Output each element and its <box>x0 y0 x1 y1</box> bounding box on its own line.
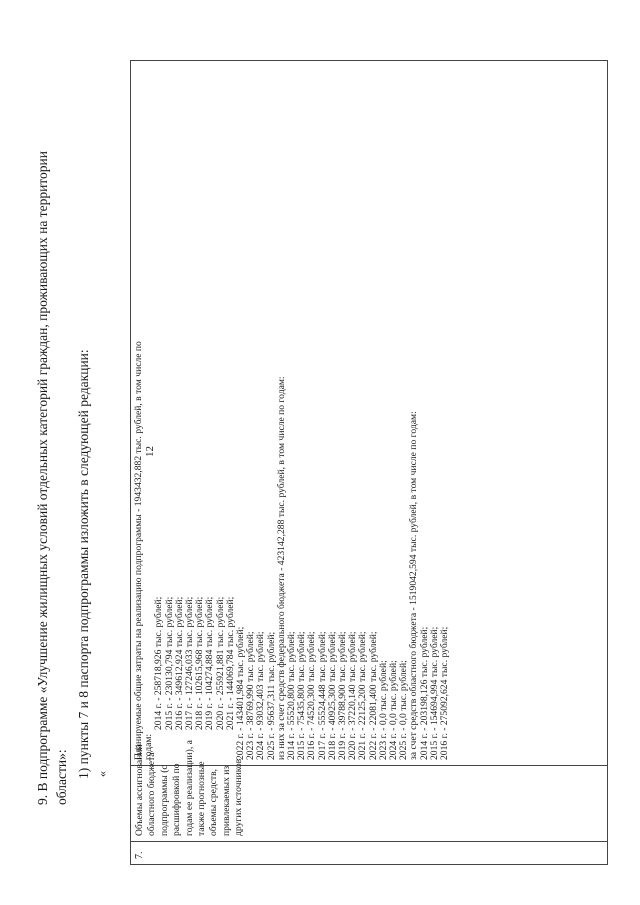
federal-year-line: 2023 г. - 0,0 тыс. рублей; <box>377 660 389 760</box>
federal-year-line: 2017 г. - 55524,448 тыс. рублей; <box>316 631 328 760</box>
total-year-line: 2019 г. - 104274,884 тыс. рублей; <box>204 596 216 730</box>
federal-year-line: 2018 г. - 40925,300 тыс. рублей; <box>326 631 338 760</box>
federal-year-line: 2015 г. - 75435,800 тыс. рублей; <box>296 631 308 760</box>
intro-line-2: области»: <box>54 749 69 805</box>
label-line: объемы средств, <box>208 768 220 836</box>
total-intro: Планируемые общие затраты на реализацию подпрограммы - 1943432,882 тыс. рублей, в том числе по <box>133 341 144 760</box>
federal-year-line: 2021 г. - 22125,200 тыс. рублей; <box>357 631 369 760</box>
label-line: годам ее реализации), а <box>183 740 195 836</box>
label-line: расшифровкой по <box>171 763 183 836</box>
total-intro-cont: годам: <box>143 733 155 760</box>
passport-table <box>130 60 608 865</box>
opening-quote: « <box>95 771 109 777</box>
regional-intro: за счет средств областного бюджета - 1519042,594 тыс. рублей, в том числе по годам: <box>408 411 420 760</box>
column-divider <box>131 841 607 842</box>
total-year-line: 2021 г. - 144069,784 тыс. рублей; <box>224 596 236 730</box>
total-year-line: 2017 г. - 127246,033 тыс. рублей; <box>184 596 196 730</box>
page-number: 12 <box>144 446 156 457</box>
label-line: привлекаемых из <box>220 765 232 836</box>
federal-year-line: 2024 г. - 0,0 тыс. рублей; <box>388 660 400 760</box>
total-year-line: 2018 г. - 102615,968 тыс. рублей; <box>194 596 206 730</box>
regional-year-line: 2015 г. - 154694,994 тыс. рублей; <box>428 626 440 760</box>
label-line: других источников <box>233 758 245 836</box>
total-year-line: 2023 г. - 38769,990 тыс. рублей; <box>245 631 257 760</box>
total-year-line: 2024 г. - 93032,403 тыс. рублей; <box>255 631 267 760</box>
federal-year-line: 2019 г. - 39788,900 тыс. рублей; <box>337 631 349 760</box>
total-year-line: 2025 г. - 95637,311 тыс. рублей; <box>265 631 277 760</box>
total-year-line: 2014 г. - 258718,926 тыс. рублей; <box>153 596 165 730</box>
total-year-line: 2016 г. - 349612,924 тыс. рублей; <box>173 596 185 730</box>
federal-year-line: 2014 г. - 55520,800 тыс. рублей; <box>286 631 298 760</box>
federal-year-line: 2016 г. - 74520,300 тыс. рублей; <box>306 631 318 760</box>
federal-year-line: 2022 г. - 22081,400 тыс. рублей; <box>367 631 379 760</box>
regional-year-line: 2016 г. - 275092,624 тыс. рублей; <box>439 626 451 760</box>
intro-line-1: 9. В подпрограмме «Улучшение жилищных условий отдельных категорий граждан, проживающих на территории <box>35 151 50 805</box>
label-line: также прогнозные <box>196 761 208 836</box>
label-line: областного бюджета <box>146 752 158 836</box>
total-year-line: 2020 г. - 255921,881 тыс. рублей; <box>214 596 226 730</box>
federal-year-line: 2025 г. - 0,0 тыс. рублей; <box>398 660 410 760</box>
total-year-line: 2015 г. - 230130,794 тыс. рублей; <box>163 596 175 730</box>
federal-year-line: 2020 г. - 37220,140 тыс. рублей; <box>347 631 359 760</box>
label-line: подпрограммы (с <box>158 765 170 836</box>
row-content <box>134 341 450 760</box>
intro-line-3: 1) пункты 7 и 8 паспорта подпрограммы изложить в следующей редакции: <box>76 349 91 779</box>
label-line: Объемы ассигнований <box>134 744 145 836</box>
total-year-line: 2022 г. - 143401,984 тыс. рублей; <box>235 626 247 760</box>
regional-year-line: 2014 г. - 203198,126 тыс. рублей; <box>418 626 430 760</box>
row-number: 7. <box>134 851 145 859</box>
federal-intro: из них за счет средств федерального бюджета - 423142,288 тыс. рублей, в том числе по годам: <box>275 376 287 760</box>
